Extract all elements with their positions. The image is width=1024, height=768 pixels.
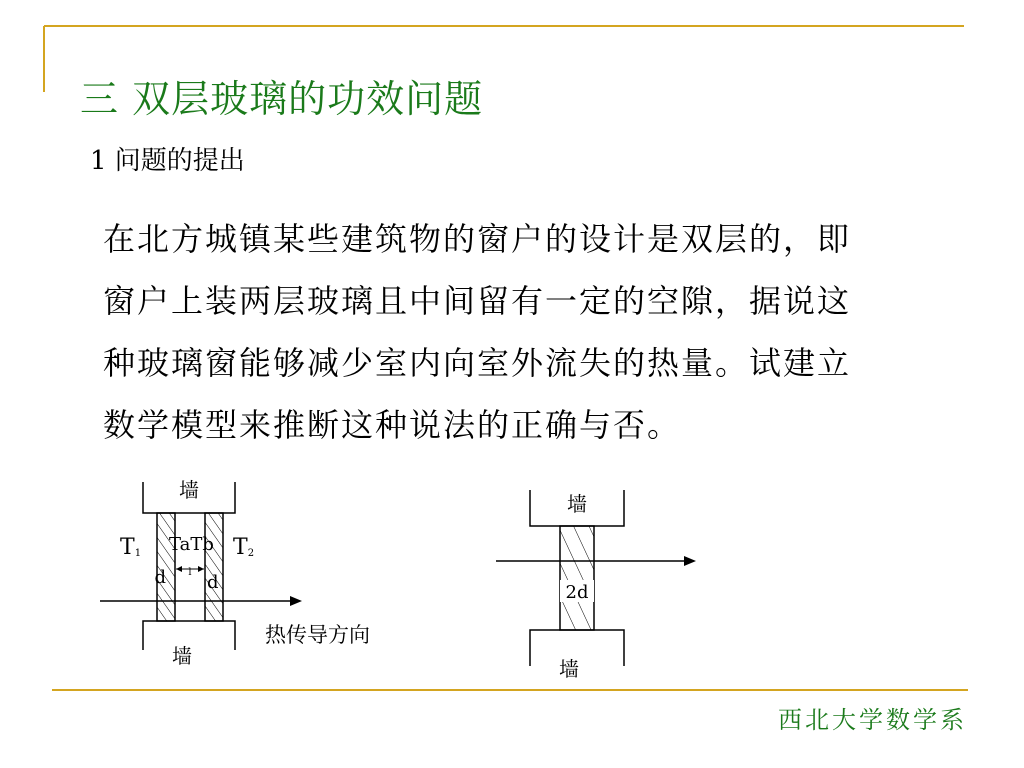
- slide-title: 三 双层玻璃的功效问题: [80, 77, 484, 121]
- heat-flow-arrowhead: [684, 556, 696, 566]
- t1-label: T1: [120, 535, 142, 560]
- wall-label-bottom: 墙: [559, 657, 579, 680]
- paragraph-line: 数学模型来推断这种说法的正确与否。: [103, 406, 682, 444]
- paragraph-line: 种玻璃窗能够减少室内向室外流失的热量。试建立: [103, 344, 852, 382]
- d-label-left: d: [154, 567, 166, 588]
- d-label-right: d: [207, 572, 219, 593]
- ta-tb-label: TaTb: [169, 534, 214, 555]
- gap-arrow-left: [176, 566, 182, 572]
- gap-arrow-right: [198, 566, 204, 572]
- footer-institution: 西北大学数学系: [778, 706, 967, 734]
- wall-label-top: 墙: [567, 492, 587, 516]
- double-glass-diagram: [90, 470, 430, 670]
- gap-label: l: [188, 567, 192, 578]
- heat-flow-caption: 热传导方向: [265, 623, 370, 647]
- single-glass-diagram: [490, 480, 710, 680]
- section-heading: 1 问题的提出: [90, 146, 245, 176]
- paragraph-line: 窗户上装两层玻璃且中间留有一定的空隙，据说这: [103, 282, 852, 320]
- t2-label: T2: [233, 535, 255, 560]
- problem-paragraph: [103, 208, 993, 456]
- wall-label-top: 墙: [179, 478, 199, 502]
- paragraph-line: 在北方城镇某些建筑物的窗户的设计是双层的，即: [103, 220, 852, 258]
- wall-label-bottom: 墙: [172, 644, 192, 668]
- thickness-label: 2d: [565, 582, 589, 603]
- heat-flow-arrowhead: [290, 596, 302, 606]
- thick-glass-pane: [560, 526, 594, 630]
- glass-pane-right: [205, 513, 223, 621]
